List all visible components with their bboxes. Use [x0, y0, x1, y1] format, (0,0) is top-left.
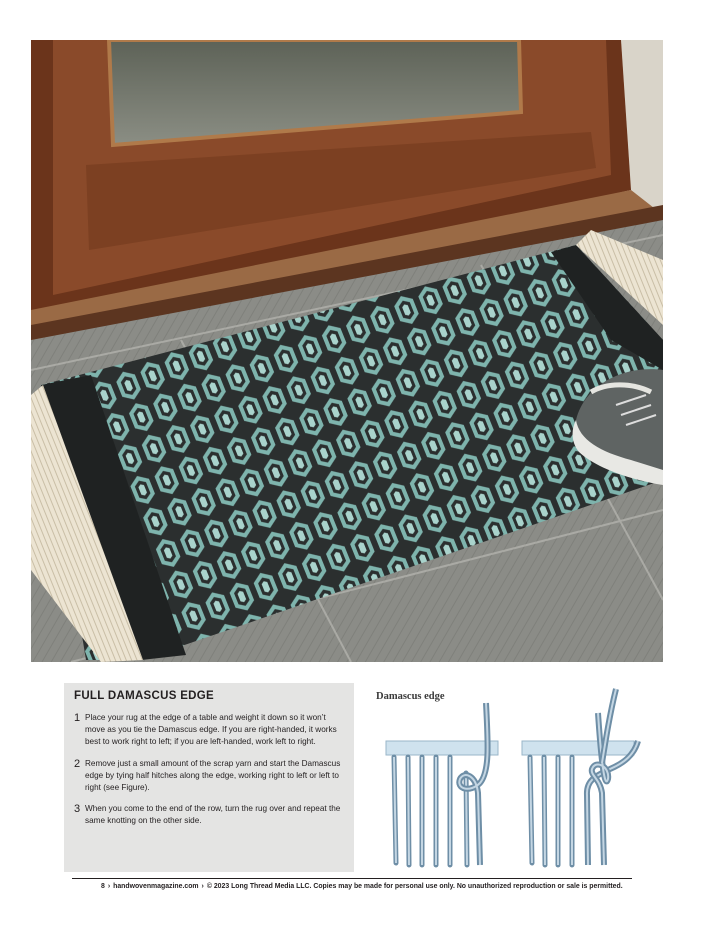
step-number: 3	[74, 803, 81, 816]
footer-website: handwovenmagazine.com	[113, 883, 199, 890]
page-footer	[101, 883, 661, 890]
damascus-edge-figure	[372, 683, 662, 875]
instructions-sidebar	[64, 683, 354, 872]
page-number: 8	[101, 883, 105, 890]
step-text: Place your rug at the edge of a table and weight it down so it won’t move as you tie the Damascus edge. If you are right-handed, it works best to work right to left; if you are left-handed, work left to right.	[85, 713, 337, 747]
step-number: 1	[74, 712, 81, 724]
footer-rule	[72, 878, 632, 879]
footer-copyright: © 2023 Long Thread Media LLC. Copies may be made for personal use only. No unauthorized reproduction or sale is permitted.	[206, 883, 623, 890]
chevron-right-icon: ›	[107, 883, 111, 890]
instruction-step	[74, 758, 344, 795]
step-text: When you come to the end of the row, turn the rug over and repeat the same knotting on the other side.	[85, 804, 341, 826]
figure-caption: Damascus edge	[376, 691, 445, 702]
instruction-step	[74, 803, 344, 827]
step-number: 2	[74, 757, 81, 770]
step-text: Remove just a small amount of the scrap yarn and start the Damascus edge by tying half hitches along the edge, working right to left or left to right (see Figure).	[85, 758, 341, 793]
chevron-right-icon: ›	[201, 883, 204, 890]
instruction-step	[74, 712, 344, 749]
knot-illustration	[372, 683, 662, 875]
rug-photo	[31, 40, 663, 662]
sidebar-title: FULL DAMASCUS EDGE	[74, 690, 214, 702]
